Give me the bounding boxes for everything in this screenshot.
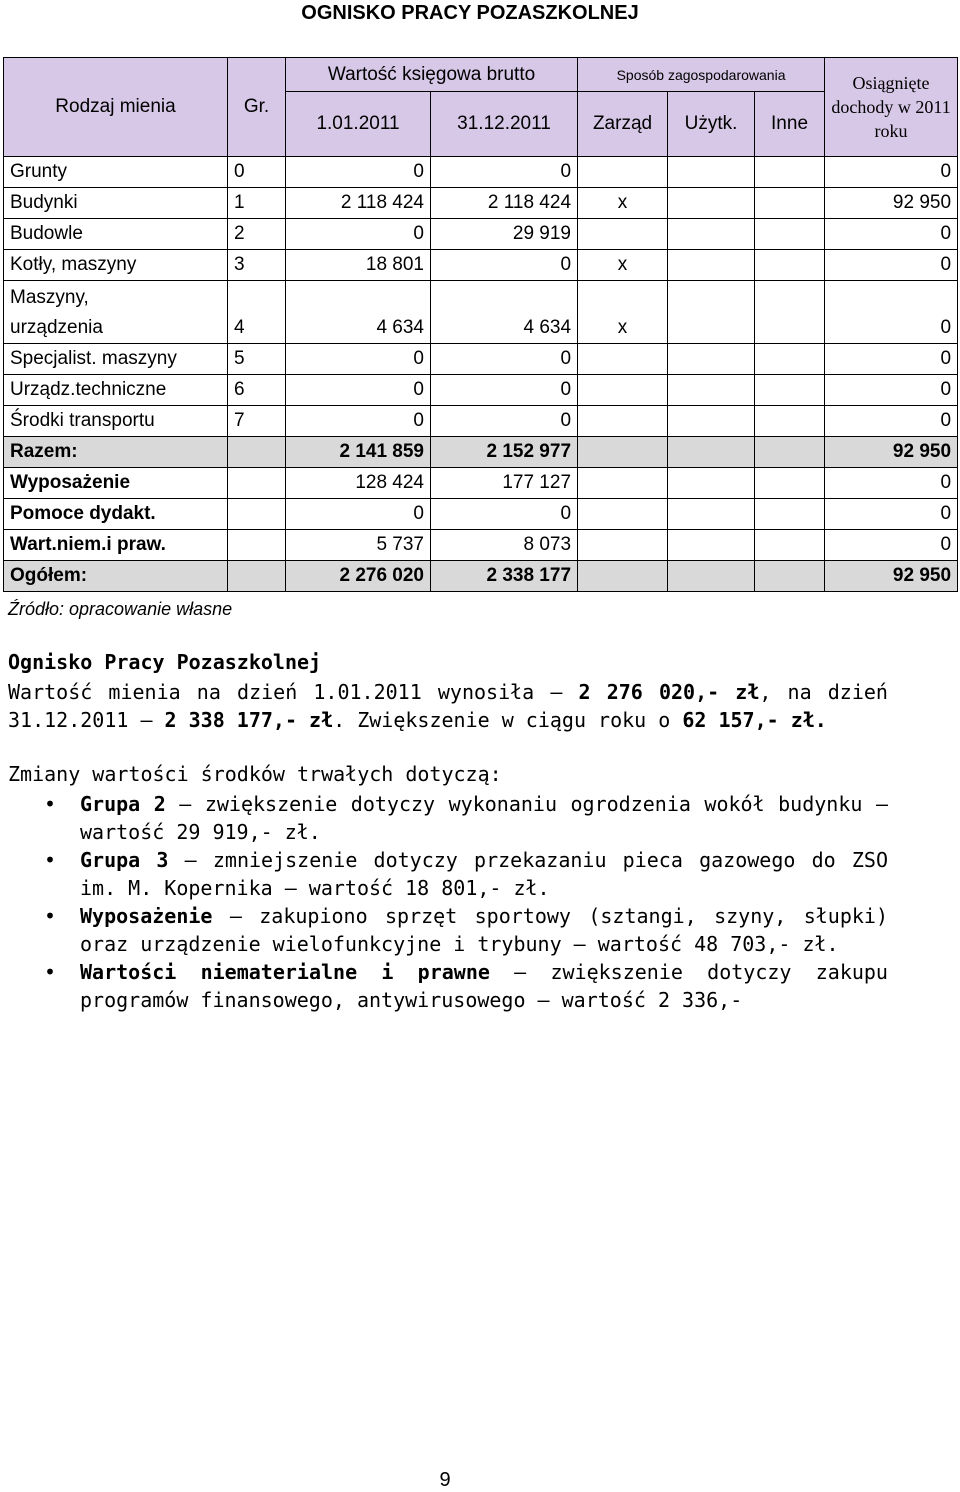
changes-intro: Zmiany wartości środków trwałych dotyczą: xyxy=(8,762,502,786)
table-row: Kotły, maszyny 3 18 801 0 x 0 xyxy=(4,250,958,281)
bullet-icon: • xyxy=(44,904,57,928)
bullet-icon: • xyxy=(44,792,57,816)
table-row: Grunty 0 0 0 0 xyxy=(4,157,958,188)
list-item: • Grupa 3 – zmniejszenie dotyczy przekazaniu pieca gazowego do ZSO im. M. Kopernika – wartość 18 801,- zł. xyxy=(44,848,888,900)
list-item: • Wartości niematerialne i prawne – zwiększenie dotyczy zakupu programów finansowego, antywirusowego – wartość 2 336,- xyxy=(44,960,888,1012)
header-usage-manage: Zarząd xyxy=(578,92,668,157)
assets-table xyxy=(3,57,958,592)
bullet-icon: • xyxy=(44,960,57,984)
header-usage-use: Użytk. xyxy=(668,92,755,157)
subtotal-row: Razem: 2 141 859 2 152 977 92 950 xyxy=(4,437,958,468)
table-row: Wyposażenie 128 424 177 127 0 xyxy=(4,468,958,499)
list-item: • Wyposażenie – zakupiono sprzęt sportowy (sztangi, szyny, słupki) oraz urządzenie wielofunkcyjne i trybuny – wartość 48 703,- zł. xyxy=(44,904,888,956)
list-item: • Grupa 2 – zwiększenie dotyczy wykonaniu ogrodzenia wokół budynku – wartość 29 919,- zł. xyxy=(44,792,888,844)
header-usage-other: Inne xyxy=(755,92,825,157)
page-number: 9 xyxy=(439,1469,451,1491)
table-row: Środki transportu 7 0 0 0 xyxy=(4,406,958,437)
summary-paragraph: Wartość mienia na dzień 1.01.2011 wynosiła – 2 276 020,- zł, na dzień 31.12.2011 – 2 338 177,- zł. Zwiększenie w ciągu roku o 62 157,- zł. xyxy=(8,680,888,732)
changes-list xyxy=(8,790,888,1014)
table-row: Budynki 1 2 118 424 2 118 424 x 92 950 xyxy=(4,188,958,219)
table-row: Urządz.techniczne 6 0 0 0 xyxy=(4,375,958,406)
table-row: Wart.niem.i praw. 5 737 8 073 0 xyxy=(4,530,958,561)
bullet-icon: • xyxy=(44,848,57,872)
table-row: Specjalist. maszyny 5 0 0 0 xyxy=(4,344,958,375)
header-date-end: 31.12.2011 xyxy=(431,92,578,157)
total-row: Ogółem: 2 276 020 2 338 177 92 950 xyxy=(4,561,958,592)
header-income: Osiągnięte dochody w 2011 roku xyxy=(825,58,958,157)
table-row: Pomoce dydakt. 0 0 0 xyxy=(4,499,958,530)
section-title: Ognisko Pracy Pozaszkolnej xyxy=(8,650,322,674)
page-title: OGNISKO PRACY POZASZKOLNEJ xyxy=(301,2,639,24)
source-note: Źródło: opracowanie własne xyxy=(8,599,233,619)
header-usage: Sposób zagospodarowania xyxy=(578,58,825,92)
header-date-start: 1.01.2011 xyxy=(286,92,431,157)
header-group: Gr. xyxy=(228,58,286,157)
header-book-value: Wartość księgowa brutto xyxy=(286,58,578,92)
header-kind: Rodzaj mienia xyxy=(4,58,228,157)
table-row: Budowle 2 0 29 919 0 xyxy=(4,219,958,250)
table-row: Maszyny, urządzenia 4 4 634 4 634 x 0 xyxy=(4,281,958,344)
